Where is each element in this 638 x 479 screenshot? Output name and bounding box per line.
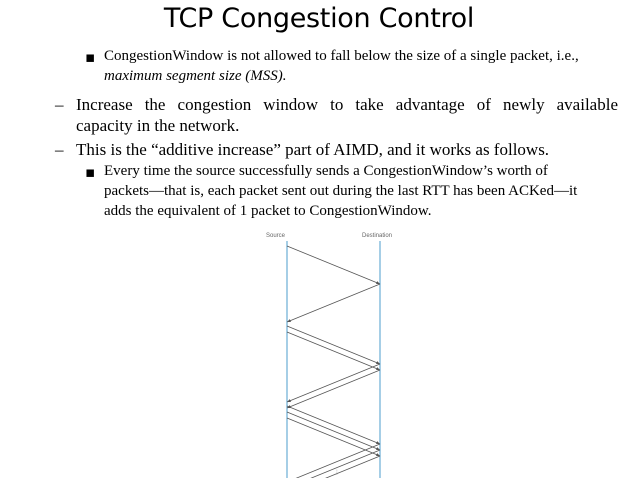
- bullet-mss-line-1: CongestionWindow is not allowed to fall below the size of a single packet, i.e.,: [104, 48, 579, 64]
- data-packet-arrow: [287, 406, 380, 444]
- data-packet-arrow: [287, 332, 380, 370]
- dash-bullet-icon: –: [55, 95, 64, 114]
- ack-arrow: [287, 284, 380, 322]
- data-packet-arrow: [287, 412, 380, 450]
- data-packet-arrow: [287, 326, 380, 364]
- dash-bullet-icon: –: [55, 140, 64, 159]
- data-packet-arrow: [287, 418, 380, 456]
- bullet-every-line-1: Every time the source successfully sends a CongestionWindow’s worth of: [104, 163, 548, 179]
- slide-title: TCP Congestion Control: [163, 3, 475, 34]
- source-label: Source: [266, 233, 286, 239]
- data-packet-arrow: [287, 246, 380, 284]
- destination-label: Destination: [362, 233, 393, 239]
- bullet-every-line-2: packets—that is, each packet sent out during the last RTT has been ACKed—it: [104, 183, 578, 199]
- ack-arrow: [287, 364, 380, 402]
- additive-increase-timing-diagram: [258, 228, 398, 478]
- square-bullet-icon: ▪: [85, 163, 96, 181]
- packet-arrows: [287, 246, 380, 478]
- square-bullet-icon: ▪: [85, 48, 96, 66]
- bullet-additive-line-1: This is the “additive increase” part of AIMD, and it works as follows.: [76, 140, 550, 159]
- bullet-increase-line-1: Increase the congestion window to take advantage of newly available: [76, 95, 618, 114]
- bullet-every-line-3: adds the equivalent of 1 packet to CongestionWindow.: [104, 203, 432, 219]
- continuation-dots-icon: ⋮: [334, 469, 340, 476]
- bullet-increase-line-2: capacity in the network.: [76, 116, 240, 135]
- ack-arrow: [287, 370, 380, 408]
- bullet-mss-line-2: maximum segment size (MSS).: [104, 68, 287, 84]
